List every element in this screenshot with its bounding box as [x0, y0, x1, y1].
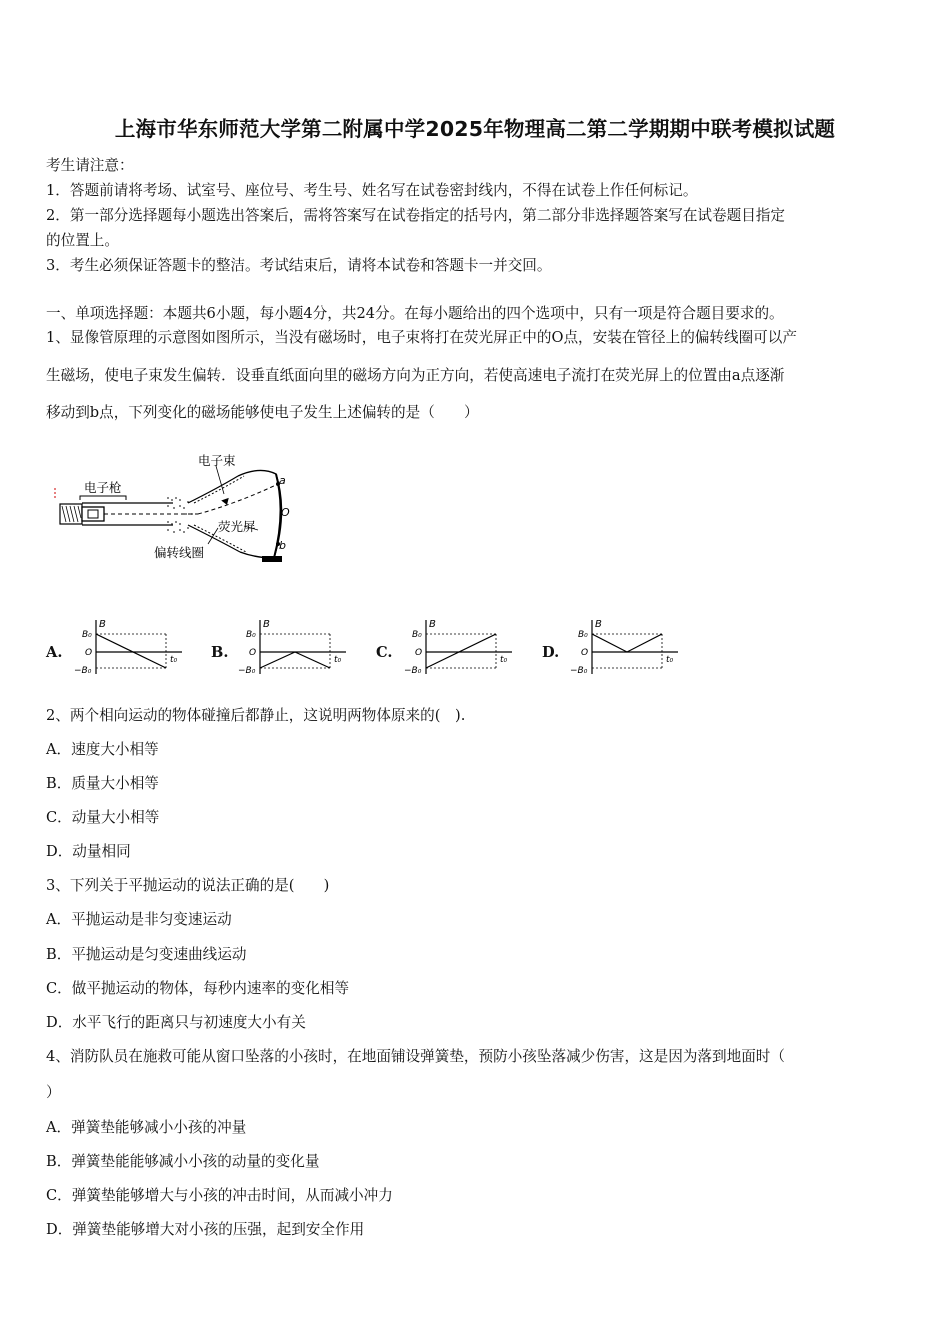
- graph-b[interactable]: [234, 616, 352, 678]
- notice-heading: 考生请注意：: [46, 157, 134, 174]
- q4-stem-line-2: ）: [46, 1084, 61, 1101]
- axis-neg-b0: −B₀: [74, 666, 92, 676]
- axis-neg-b0: −B₀: [238, 666, 256, 676]
- q1-option-c-label[interactable]: C.: [376, 644, 393, 661]
- axis-b0: B₀: [82, 630, 92, 640]
- notice-item-3: 3．考生必须保证答题卡的整洁。考试结束后，请将本试卷和答题卡一并交回。: [46, 257, 552, 274]
- axis-b0: B₀: [578, 630, 588, 640]
- q3-option-a[interactable]: A．平抛运动是非匀变速运动: [46, 911, 232, 928]
- axis-t0: t₀: [170, 655, 178, 665]
- q3-option-d[interactable]: D．水平飞行的距离只与初速度大小有关: [46, 1014, 306, 1031]
- q1-stem-line-2: 生磁场，使电子束发生偏转．设垂直纸面向里的磁场方向为正方向，若使高速电子流打在荧光屏上的位置由a点逐渐: [46, 367, 785, 384]
- axis-t0: t₀: [666, 655, 674, 665]
- q4-option-c[interactable]: C．弹簧垫能够增大与小孩的冲击时间，从而减小冲力: [46, 1187, 393, 1204]
- page-title: 上海市华东师范大学第二附属中学2025年物理高二第二学期期中联考模拟试题: [114, 117, 836, 141]
- label-b: b: [279, 539, 286, 552]
- label-o: O: [281, 506, 290, 519]
- q2-option-a[interactable]: A．速度大小相等: [46, 741, 159, 758]
- axis-b: B: [595, 619, 602, 630]
- graph-a[interactable]: [70, 616, 188, 678]
- axis-b: B: [99, 619, 106, 630]
- q4-option-b[interactable]: B．弹簧垫能能够减小小孩的动量的变化量: [46, 1153, 320, 1170]
- axis-b: B: [429, 619, 436, 630]
- q3-stem: 3、下列关于平抛运动的说法正确的是( ): [46, 877, 330, 894]
- q1-stem-line-3: 移动到b点，下列变化的磁场能够使电子发生上述偏转的是（ ）: [46, 404, 479, 421]
- q2-stem: 2、两个相向运动的物体碰撞后都静止，这说明两物体原来的( ).: [46, 707, 466, 724]
- axis-b0: B₀: [246, 630, 256, 640]
- label-a: a: [279, 474, 286, 487]
- axis-neg-b0: −B₀: [570, 666, 588, 676]
- axis-b: B: [263, 619, 270, 630]
- q3-option-b[interactable]: B．平抛运动是匀变速曲线运动: [46, 946, 247, 963]
- label-screen: 荧光屏: [218, 519, 256, 534]
- axis-o: O: [249, 648, 257, 658]
- gun-base: [60, 504, 82, 524]
- q2-option-c[interactable]: C．动量大小相等: [46, 809, 160, 826]
- label-coil: 偏转线圈: [154, 545, 205, 560]
- axis-b0: B₀: [412, 630, 422, 640]
- q4-option-d[interactable]: D．弹簧垫能够增大对小孩的压强，起到安全作用: [46, 1221, 365, 1238]
- q2-option-b[interactable]: B．质量大小相等: [46, 775, 159, 792]
- axis-neg-b0: −B₀: [404, 666, 422, 676]
- section-heading: 一、单项选择题：本题共6小题，每小题4分，共24分。在每小题给出的四个选项中，只有一项是符合题目要求的。: [46, 305, 784, 322]
- q4-option-a[interactable]: A．弹簧垫能够减小小孩的冲量: [46, 1119, 247, 1136]
- label-beam: 电子束: [198, 453, 236, 468]
- q2-option-d[interactable]: D．动量相同: [46, 843, 131, 860]
- axis-o: O: [581, 648, 589, 658]
- label-gun: 电子枪: [84, 480, 122, 495]
- axis-t0: t₀: [334, 655, 342, 665]
- axis-t0: t₀: [500, 655, 508, 665]
- q4-stem-line-1: 4、消防队员在施救可能从窗口坠落的小孩时，在地面铺设弹簧垫，预防小孩坠落减少伤害，这是因为落到地面时（: [46, 1048, 785, 1065]
- graph-d[interactable]: [566, 616, 684, 678]
- notice-item-2-cont: 的位置上。: [46, 232, 119, 249]
- q1-stem-line-1: 1、显像管原理的示意图如图所示，当没有磁场时，电子束将打在荧光屏正中的O点，安装在管径上的偏转线圈可以产: [46, 329, 797, 346]
- q1-option-b-label[interactable]: B.: [211, 644, 229, 661]
- axis-o: O: [85, 648, 93, 658]
- notice-item-2: 2．第一部分选择题每小题选出答案后，需将答案写在试卷指定的括号内，第二部分非选择题答案写在试卷题目指定: [46, 207, 785, 224]
- crt-diagram: [48, 448, 308, 573]
- q3-option-c[interactable]: C．做平抛运动的物体，每秒内速率的变化相等: [46, 980, 350, 997]
- notice-item-1: 1．答题前请将考场、试室号、座位号、考生号、姓名写在试卷密封线内，不得在试卷上作任何标记。: [46, 182, 698, 199]
- axis-o: O: [415, 648, 423, 658]
- graph-c[interactable]: [400, 616, 518, 678]
- q1-option-a-label[interactable]: A.: [46, 644, 63, 661]
- q1-option-d-label[interactable]: D.: [542, 644, 560, 661]
